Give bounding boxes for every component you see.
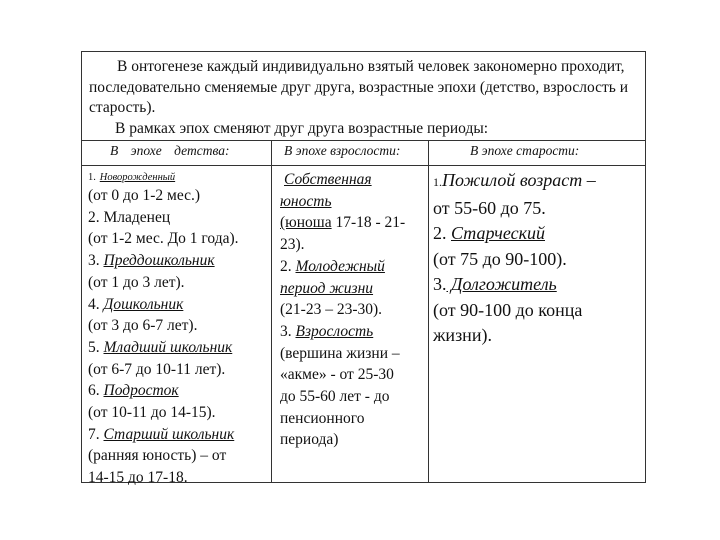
list-item: 1.Пожилой возраст – bbox=[433, 170, 596, 190]
column-divider-2 bbox=[428, 141, 429, 482]
list-item: 3. Преддошкольник bbox=[88, 252, 215, 270]
list-item: (21-23 – 23-30). bbox=[280, 301, 383, 319]
old-age-column bbox=[433, 168, 596, 349]
list-item: юность bbox=[280, 192, 332, 210]
header-adulthood: В эпохе взрослости: bbox=[284, 143, 401, 158]
list-item: от 55-60 до 75. bbox=[433, 197, 546, 218]
list-item: (от 3 до 6-7 лет). bbox=[88, 317, 198, 335]
list-item: (вершина жизни – bbox=[280, 344, 400, 362]
list-item: 3. Взрослость bbox=[280, 322, 374, 340]
list-item: 2. Младенец bbox=[88, 208, 171, 226]
list-item: «акме» - от 25-30 bbox=[280, 366, 394, 384]
intro-text bbox=[82, 52, 645, 141]
list-item: 2. Старческий bbox=[433, 223, 545, 243]
header-old-age: В эпохе старости: bbox=[470, 143, 580, 158]
list-item: 4. Дошкольник bbox=[88, 295, 184, 313]
list-item: до 55-60 лет - до bbox=[280, 388, 390, 406]
header-divider bbox=[82, 165, 645, 166]
list-item: 7. Старший школьник bbox=[88, 425, 235, 443]
list-item: 6. Подросток bbox=[88, 382, 179, 400]
list-item: пенсионного bbox=[280, 409, 365, 427]
list-item: период жизни bbox=[280, 279, 374, 297]
intro-paragraph-2: В рамках эпох сменяют друг друга возрастные периоды: bbox=[115, 119, 489, 137]
list-item: периода) bbox=[280, 431, 339, 449]
header-childhood: В эпохе детства: bbox=[110, 143, 230, 158]
list-item: (от 90-100 до конца bbox=[433, 299, 583, 320]
list-item: 2. Молодежный bbox=[280, 257, 385, 275]
list-item: (от 6-7 до 10-11 лет). bbox=[88, 360, 226, 378]
list-item: 1. Новорожденный bbox=[88, 172, 176, 183]
list-item: 23). bbox=[280, 236, 305, 254]
list-item: (ранняя юность) – от bbox=[88, 447, 227, 465]
list-item: (от 1-2 мес. До 1 года). bbox=[88, 230, 239, 248]
adulthood-column bbox=[280, 169, 405, 451]
list-item: (от 0 до 1-2 мес.) bbox=[88, 187, 201, 204]
childhood-column bbox=[88, 169, 239, 489]
intro-paragraph-1: В онтогенезе каждый индивидуально взятый человек закономерно проходит, последовательно сменяемые друг друга, возрастные эпохи (детство, взрослость и старость). bbox=[89, 58, 629, 116]
list-item: (от 10-11 до 14-15). bbox=[88, 404, 216, 422]
list-item: (от 75 до 90-100). bbox=[433, 248, 567, 269]
document-table bbox=[81, 51, 646, 487]
list-item: жизни). bbox=[433, 325, 492, 345]
list-item: Собственная bbox=[284, 171, 372, 188]
list-item: 14-15 до 17-18. bbox=[88, 469, 188, 487]
list-item: (от 1 до 3 лет). bbox=[88, 273, 185, 291]
list-item: 5. Младший школьник bbox=[88, 338, 233, 356]
column-divider-1 bbox=[271, 141, 272, 482]
list-item: 3. Долгожитель bbox=[433, 274, 557, 294]
list-item: (юноша 17-18 - 21- bbox=[280, 214, 406, 232]
